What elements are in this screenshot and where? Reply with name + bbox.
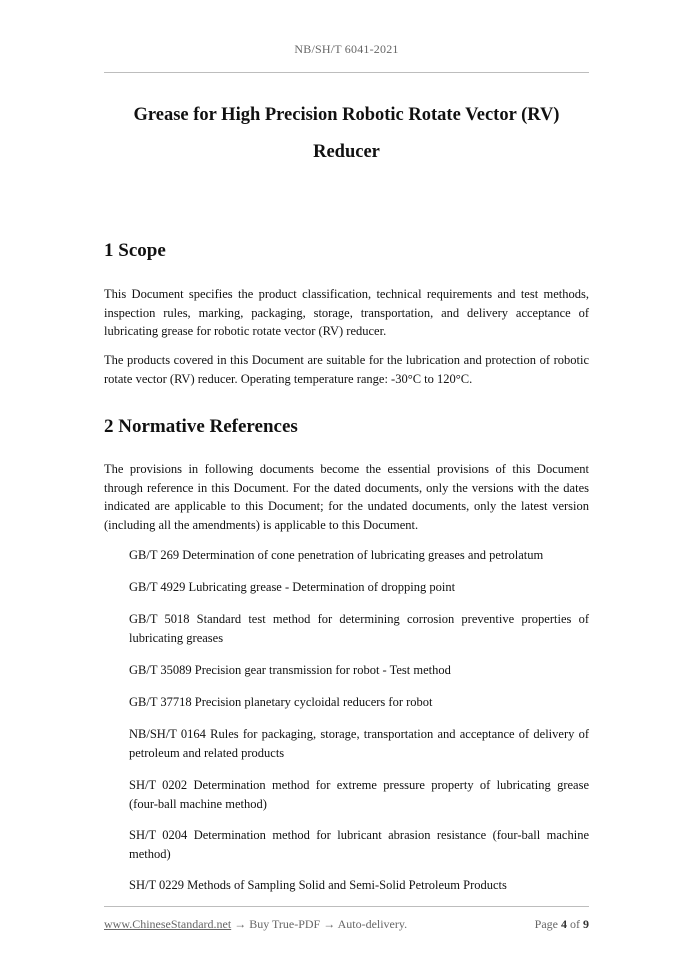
reference-item: GB/T 37718 Precision planetary cycloidal reducers for robot	[129, 695, 433, 709]
page-number	[535, 917, 589, 932]
scope-paragraph-2: The products covered in this Document are suitable for the lubrication and protection of robotic rotate vector (RV) reducer. Operating temperature range: -30°C to 120°C.	[104, 353, 589, 386]
promo-text: → Buy True-PDF → Auto-delivery.	[231, 917, 408, 931]
reference-item: GB/T 4929 Lubricating grease - Determination of dropping point	[129, 580, 456, 594]
document-title-line-2: Reducer	[313, 142, 380, 162]
reference-item: SH/T 0229 Methods of Sampling Solid and Semi-Solid Petroleum Products	[129, 878, 507, 892]
document-header: NB/SH/T 6041-2021	[294, 42, 399, 56]
section-heading-normative-references: 2 Normative References	[104, 416, 298, 437]
reference-item: GB/T 35089 Precision gear transmission for robot - Test method	[129, 663, 451, 677]
footer-promo	[104, 917, 407, 932]
reference-item: GB/T 269 Determination of cone penetration of lubricating greases and petrolatum	[129, 548, 544, 562]
page-current: 4	[561, 917, 567, 931]
page-total: 9	[583, 917, 589, 931]
page-label: Page	[534, 917, 558, 931]
reference-item: NB/SH/T 0164 Rules for packaging, storage, transportation and acceptance of delivery of petroleum and related products	[129, 727, 589, 760]
section-heading-scope: 1 Scope	[104, 240, 166, 261]
document-title-line-1: Grease for High Precision Robotic Rotate Vector (RV)	[133, 105, 560, 125]
site-link[interactable]: www.ChineseStandard.net	[104, 917, 232, 931]
reference-item: GB/T 5018 Standard test method for determining corrosion preventive properties of lubricating greases	[129, 612, 589, 645]
header-divider	[104, 72, 589, 73]
page-of-label: of	[570, 917, 580, 931]
scope-paragraph-1: This Document specifies the product classification, technical requirements and test methods, inspection rules, marking, packaging, storage, transportation, and delivery acceptance of lubricating grease for robotic rotate vector (RV) reducer.	[104, 287, 589, 338]
footer-divider	[104, 906, 589, 907]
normative-references-intro: The provisions in following documents become the essential provisions of this Document through reference in this Document. For the dated documents, only the versions with the dates indicated are applicable to this Document; for the undated documents, only the latest version (including all the amendments) is applicable to this Document.	[104, 462, 589, 532]
reference-item: SH/T 0204 Determination method for lubricant abrasion resistance (four-ball machine method)	[129, 828, 589, 861]
reference-item: SH/T 0202 Determination method for extreme pressure property of lubricating grease (four-ball machine method)	[129, 778, 589, 811]
